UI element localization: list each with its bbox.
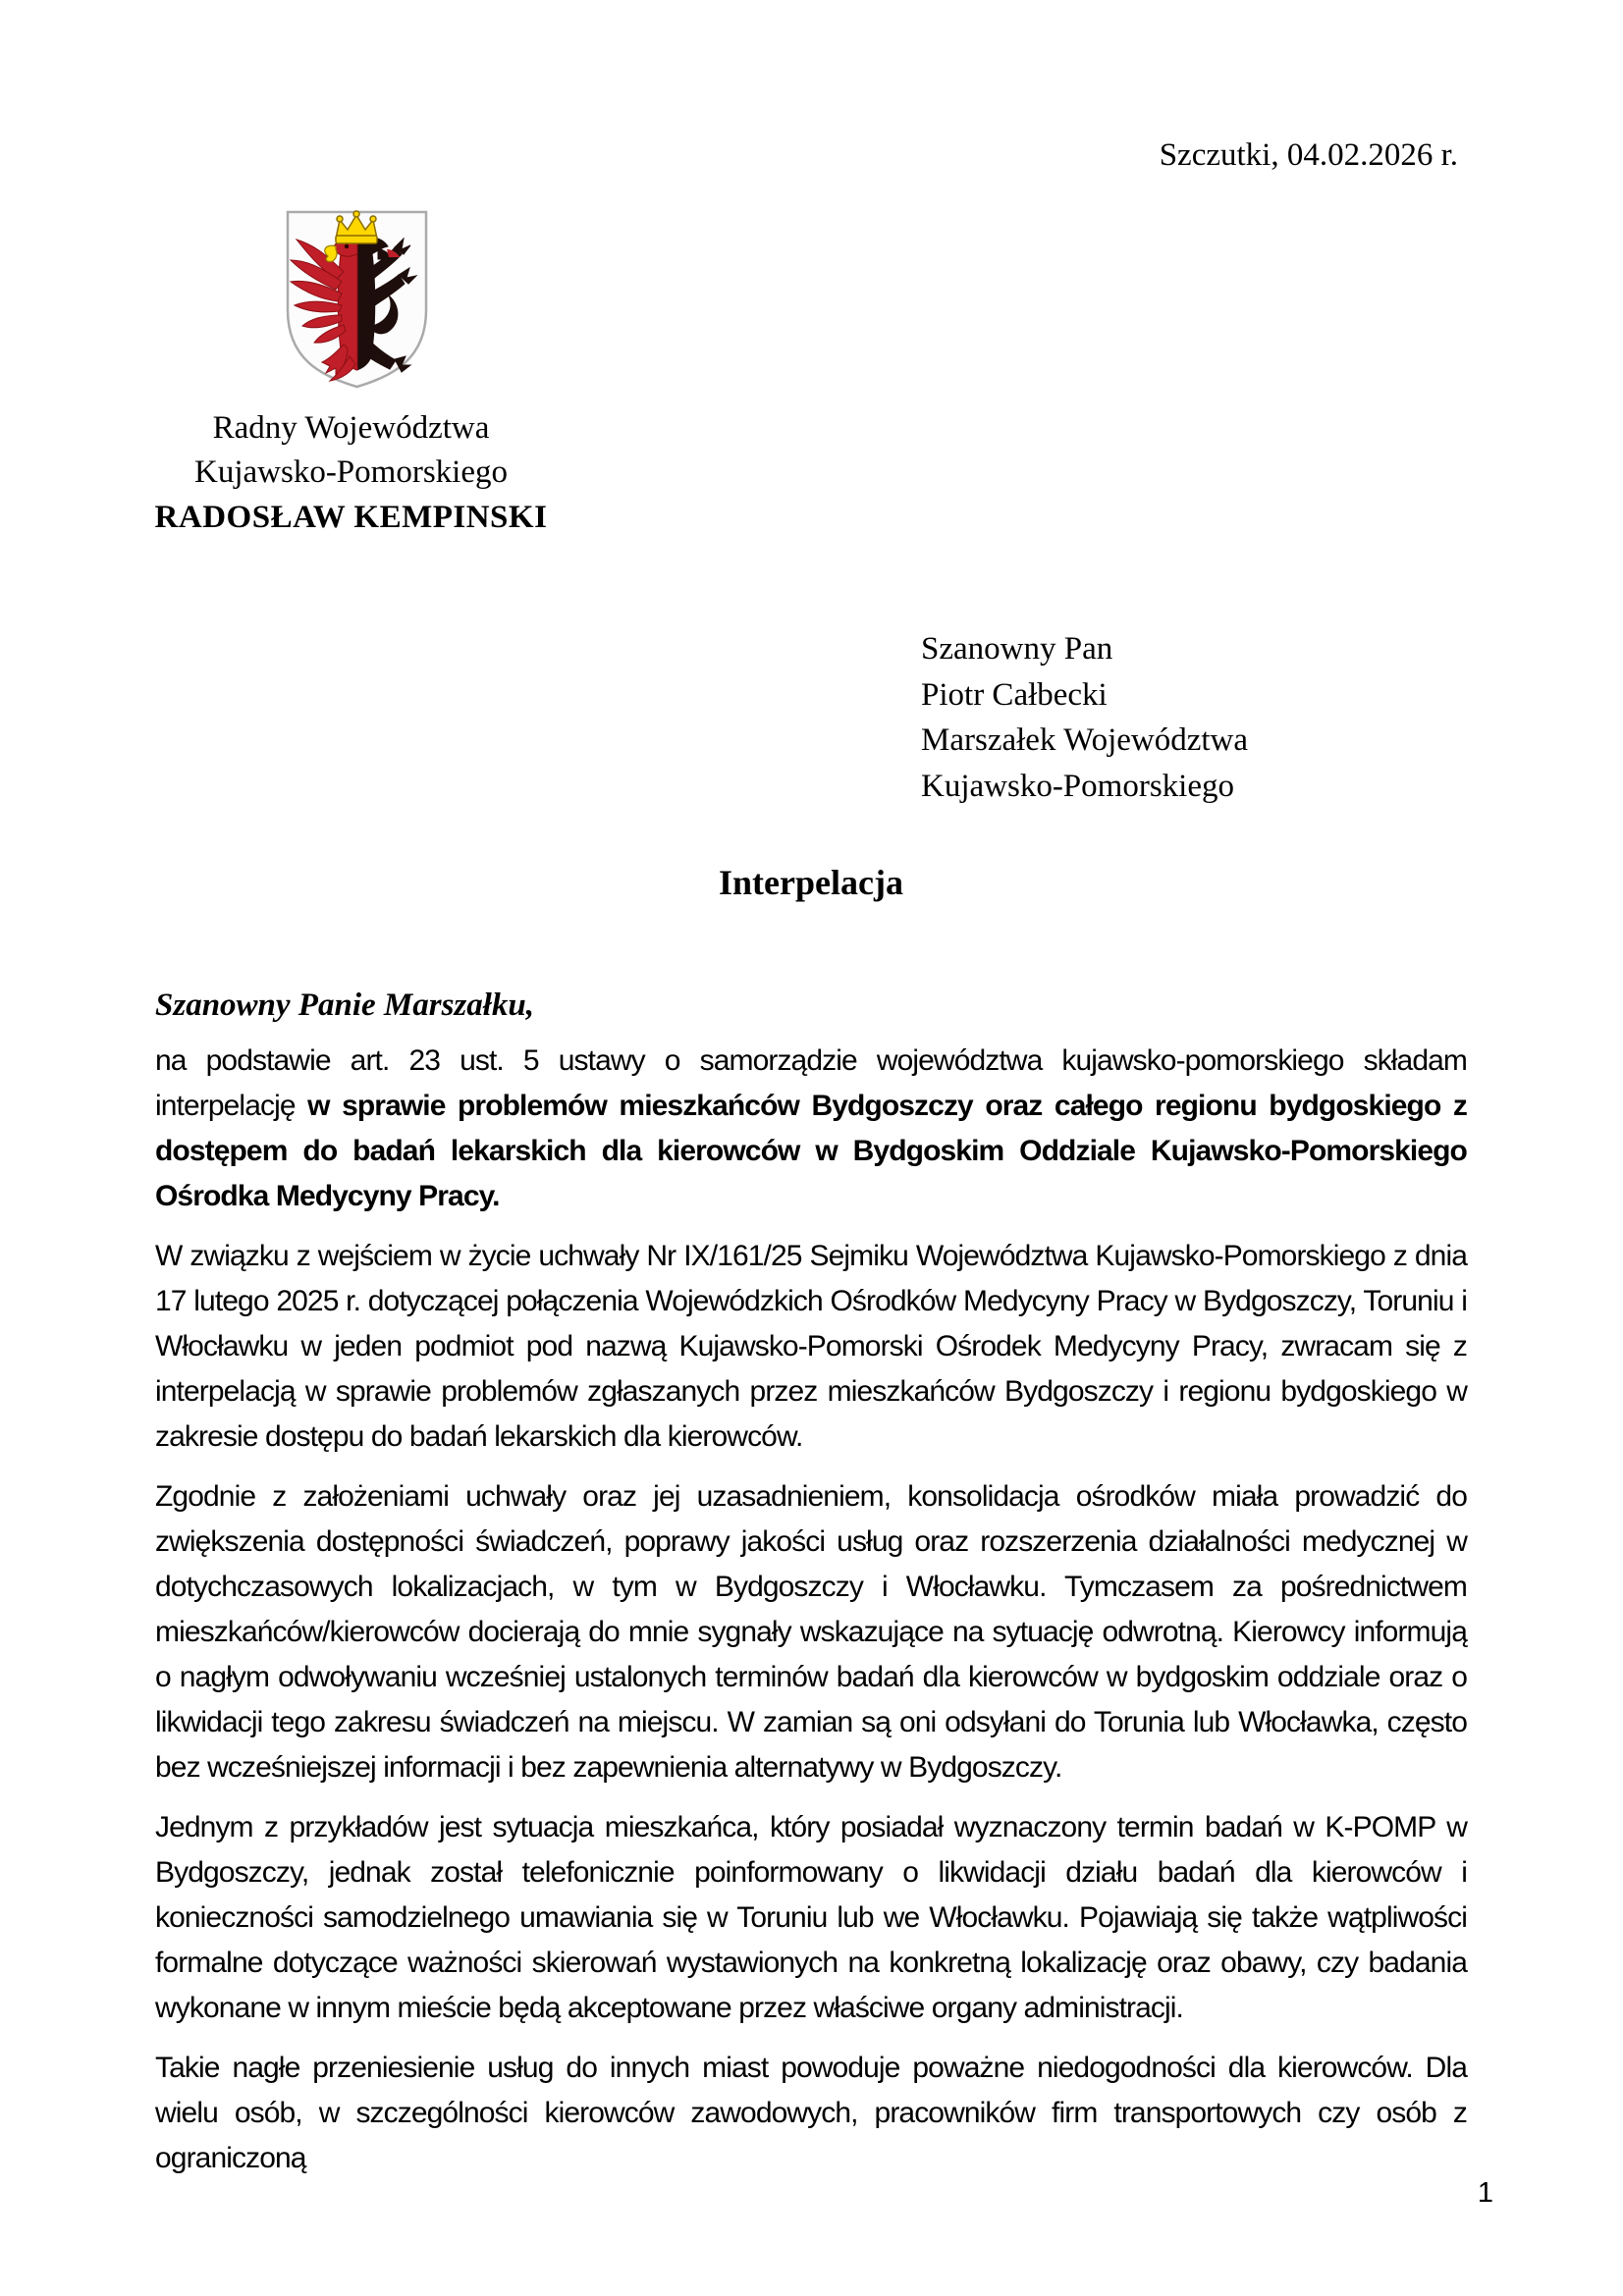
recipient-line: Marszałek Województwa <box>921 722 1249 758</box>
date-line: Szczutki, 04.02.2026 r. <box>1159 137 1458 173</box>
paragraph-basis-regular: na podstawie art. 23 ust. 5 ustawy o samorządzie województwa kujawsko-pomorskiego składam interpelację <box>155 1044 1467 1122</box>
letter-title: Interpelacja <box>719 863 903 902</box>
recipient-block <box>921 626 1248 809</box>
sender-name: RADOSŁAW KEMPINSKI <box>154 500 548 535</box>
sender-block <box>118 406 584 540</box>
paragraph-consequences: Takie nagłe przeniesienie usług do innych miast powoduje poważne niedogodności dla kierowców. Dla wielu osób, w szczególności kierowców zawodowych, pracowników firm transportowych czy osób z ograniczoną <box>155 2052 1467 2174</box>
sender-title-line1: Radny Województwa <box>212 410 490 446</box>
paragraph-example: Jednym z przykładów jest sytuacja mieszkańca, który posiadał wyznaczony termin badań w K-POMP w Bydgoszczy, jednak został telefonicznie poinformowany o likwidacji działu badań dla kierowców i konieczności samodzielnego umawiania się w Toruniu lub we Włocławku. Pojawiają się także wątpliwości formalne dotyczące ważności skierowań wystawionych na konkretną lokalizację oraz obawy, czy badania wykonane w innym mieście będą akceptowane przez właściwe organy administracji. <box>155 1811 1467 2024</box>
paragraph-context: W związku z wejściem w życie uchwały Nr IX/161/25 Sejmiku Województwa Kujawsko-Pomorskiego z dnia 17 lutego 2025 r. dotyczącej połączenia Wojewódzkich Ośrodków Medycyny Pracy w Bydgoszczy, Toruniu i Włocławku w jeden podmiot pod nazwą Kujawsko-Pomorski Ośrodek Medycyny Pracy, zwracam się z interpelacją w sprawie problemów zgłaszanych przez mieszkańców Bydgoszczy i regionu bydgoskiego w zakresie dostępu do badań lekarskich dla kierowców. <box>155 1240 1467 1453</box>
paragraph-assumptions: Zgodnie z założeniami uchwały oraz jej uzasadnieniem, konsolidacja ośrodków miała prowadzić do zwiększenia dostępności świadczeń, poprawy jakości usług oraz rozszerzenia działalności medycznej w dotychczasowych lokalizacjach, w tym w Bydgoszczy i Włocławku. Tymczasem za pośrednictwem mieszkańców/kierowców docierają do mnie sygnały wskazujące na sytuację odwrotną. Kierowcy informują o nagłym odwoływaniu wcześniej ustalonych terminów badań dla kierowców w bydgoskim oddziale oraz o likwidacji tego zakresu świadczeń na miejscu. W zamian są oni odsyłani do Torunia lub Włocławka, często bez wcześniejszej informacji i bez zapewnienia alternatywy w Bydgoszczy. <box>155 1480 1467 1784</box>
page-number: 1 <box>1477 2177 1493 2209</box>
paragraph-basis <box>155 1039 1467 1219</box>
recipient-line: Kujawsko-Pomorskiego <box>921 768 1234 804</box>
recipient-line: Szanowny Pan <box>921 631 1113 667</box>
recipient-line: Piotr Całbecki <box>921 676 1108 713</box>
sender-title-line2: Kujawsko-Pomorskiego <box>194 454 508 490</box>
paragraph-basis-subject-bold: w sprawie problemów mieszkańców Bydgoszczy oraz całego regionu bydgoskiego z dostępem do badań lekarskich dla kierowców w Bydgoskim Oddziale Kujawsko-Pomorskiego Ośrodka Medycyny Pracy. <box>155 1090 1467 1212</box>
kujawsko-pomorskie-coat-of-arms-icon <box>285 209 429 392</box>
salutation: Szanowny Panie Marszałku, <box>155 988 535 1023</box>
letter-body <box>155 1039 1467 2196</box>
